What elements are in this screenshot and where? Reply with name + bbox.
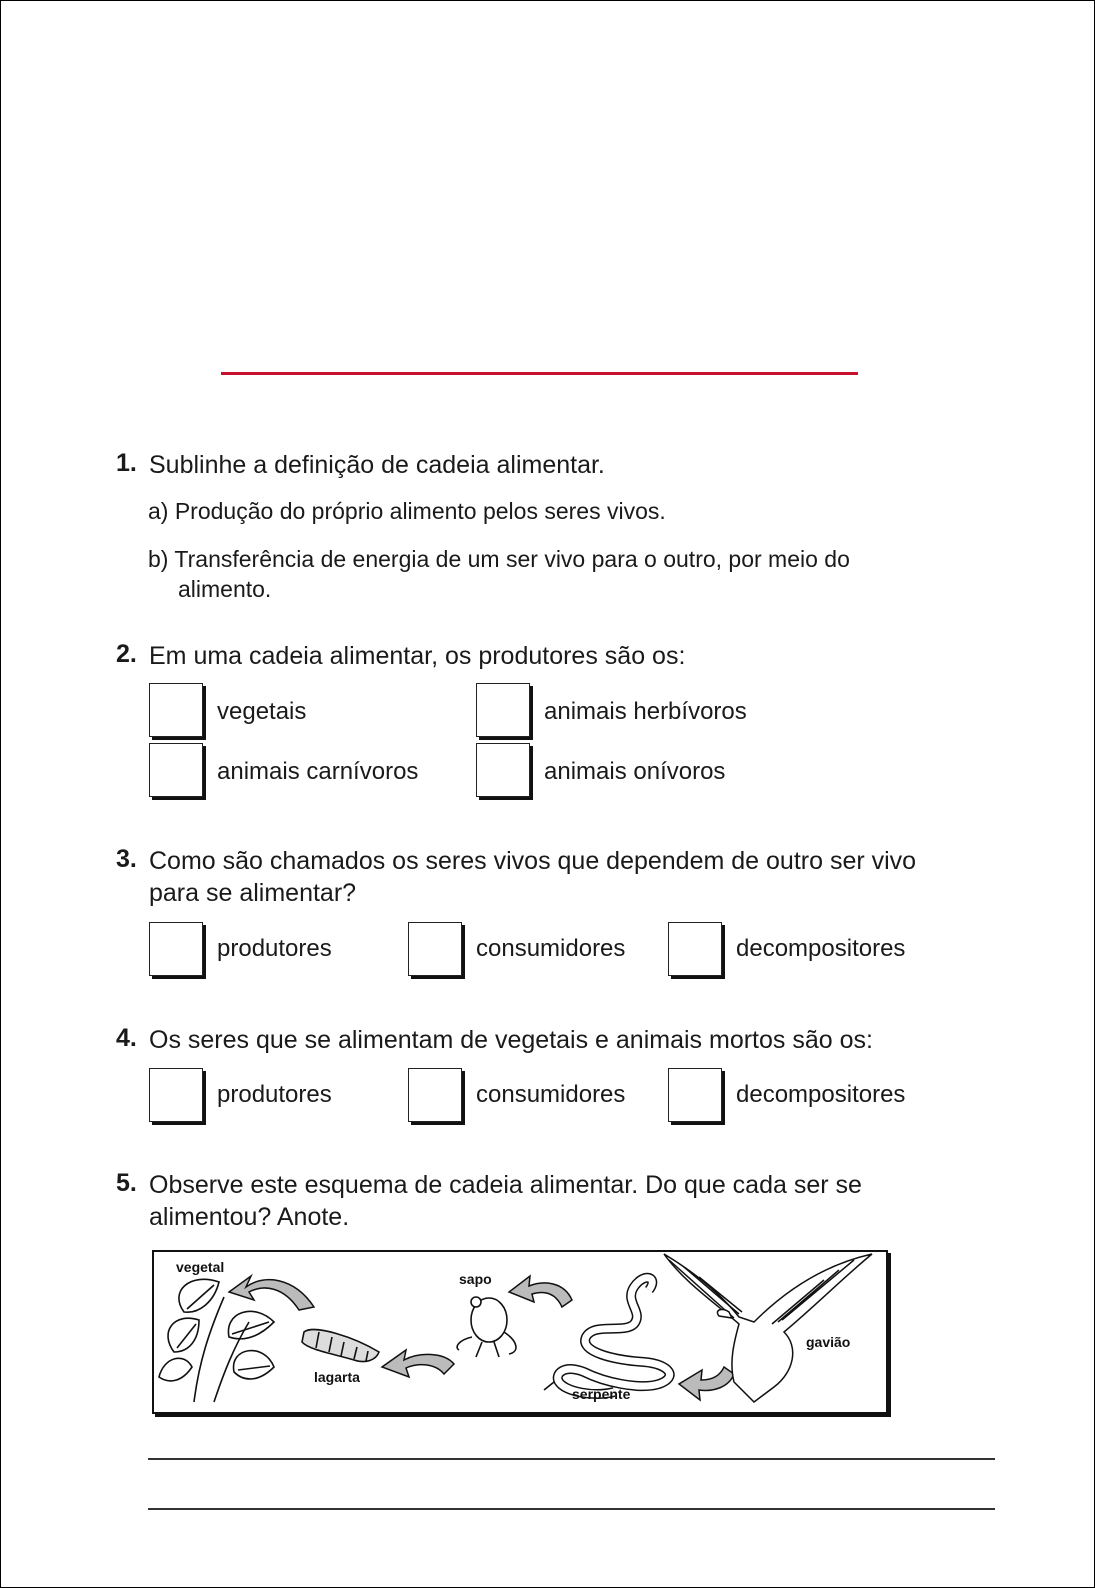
plant-illustration bbox=[159, 1279, 274, 1402]
q4-label-consumidores: consumidores bbox=[476, 1081, 626, 1108]
food-chain-scheme bbox=[152, 1250, 888, 1414]
q2-label-onivoros: animais onívoros bbox=[544, 758, 726, 785]
q3-label-produtores: produtores bbox=[217, 935, 332, 962]
label-sapo: sapo bbox=[459, 1271, 492, 1287]
q4-label-decompositores: decompositores bbox=[736, 1081, 906, 1108]
q4-checkbox-decompositores[interactable] bbox=[668, 1068, 722, 1122]
arrow-icon bbox=[382, 1350, 454, 1377]
q2-checkbox-herbivoros[interactable] bbox=[476, 683, 530, 737]
arrow-icon bbox=[229, 1276, 314, 1310]
answer-line-2[interactable] bbox=[148, 1508, 995, 1510]
q2-checkbox-vegetais[interactable] bbox=[149, 683, 203, 737]
q4-checkbox-produtores[interactable] bbox=[149, 1068, 203, 1122]
q3-label-consumidores: consumidores bbox=[476, 935, 626, 962]
q1-option-b-text: b) Transferência de energia de um ser vivo para o outro, por meio do alimento. bbox=[148, 546, 850, 602]
q2-checkbox-carnivoros[interactable] bbox=[149, 743, 203, 797]
q3-number: 3. bbox=[116, 845, 137, 873]
answer-line-1[interactable] bbox=[148, 1458, 995, 1460]
q5-number: 5. bbox=[116, 1169, 137, 1197]
label-serpente: serpente bbox=[572, 1386, 631, 1402]
q4-label-produtores: produtores bbox=[217, 1081, 332, 1108]
q1-text: Sublinhe a definição de cadeia alimentar. bbox=[149, 451, 605, 479]
q3-label-decompositores: decompositores bbox=[736, 935, 906, 962]
q2-label-carnivoros: animais carnívoros bbox=[217, 758, 419, 785]
label-vegetal: vegetal bbox=[176, 1259, 225, 1275]
caterpillar-illustration bbox=[302, 1330, 379, 1362]
q4-checkbox-consumidores[interactable] bbox=[408, 1068, 462, 1122]
frog-illustration bbox=[457, 1297, 516, 1357]
q4-text: Os seres que se alimentam de vegetais e animais mortos são os: bbox=[149, 1026, 873, 1054]
q3-text: Como são chamados os seres vivos que dependem de outro ser vivo para se alimentar? bbox=[149, 847, 917, 907]
label-gaviao: gavião bbox=[806, 1334, 851, 1350]
q2-label-vegetais: vegetais bbox=[217, 698, 307, 725]
q2-label-herbivoros: animais herbívoros bbox=[544, 698, 747, 725]
q1-option-a[interactable]: a) Produção do próprio alimento pelos seres vivos. bbox=[148, 498, 666, 524]
arrow-icon bbox=[679, 1367, 734, 1400]
q2-checkbox-onivoros[interactable] bbox=[476, 743, 530, 797]
q4-number: 4. bbox=[116, 1024, 137, 1052]
q2-number: 2. bbox=[116, 640, 137, 668]
q3-checkbox-produtores[interactable] bbox=[149, 922, 203, 976]
q1-option-b[interactable] bbox=[148, 544, 918, 604]
q3-checkbox-decompositores[interactable] bbox=[668, 922, 722, 976]
q3-checkbox-consumidores[interactable] bbox=[408, 922, 462, 976]
q1-number: 1. bbox=[116, 449, 137, 477]
q5-text: Observe este esquema de cadeia alimentar. Do que cada ser se alimentou? Anote. bbox=[149, 1171, 862, 1231]
arrow-icon bbox=[509, 1276, 572, 1307]
q2-text: Em uma cadeia alimentar, os produtores são os: bbox=[149, 642, 686, 670]
label-lagarta: lagarta bbox=[314, 1369, 360, 1385]
title-divider bbox=[221, 372, 858, 375]
